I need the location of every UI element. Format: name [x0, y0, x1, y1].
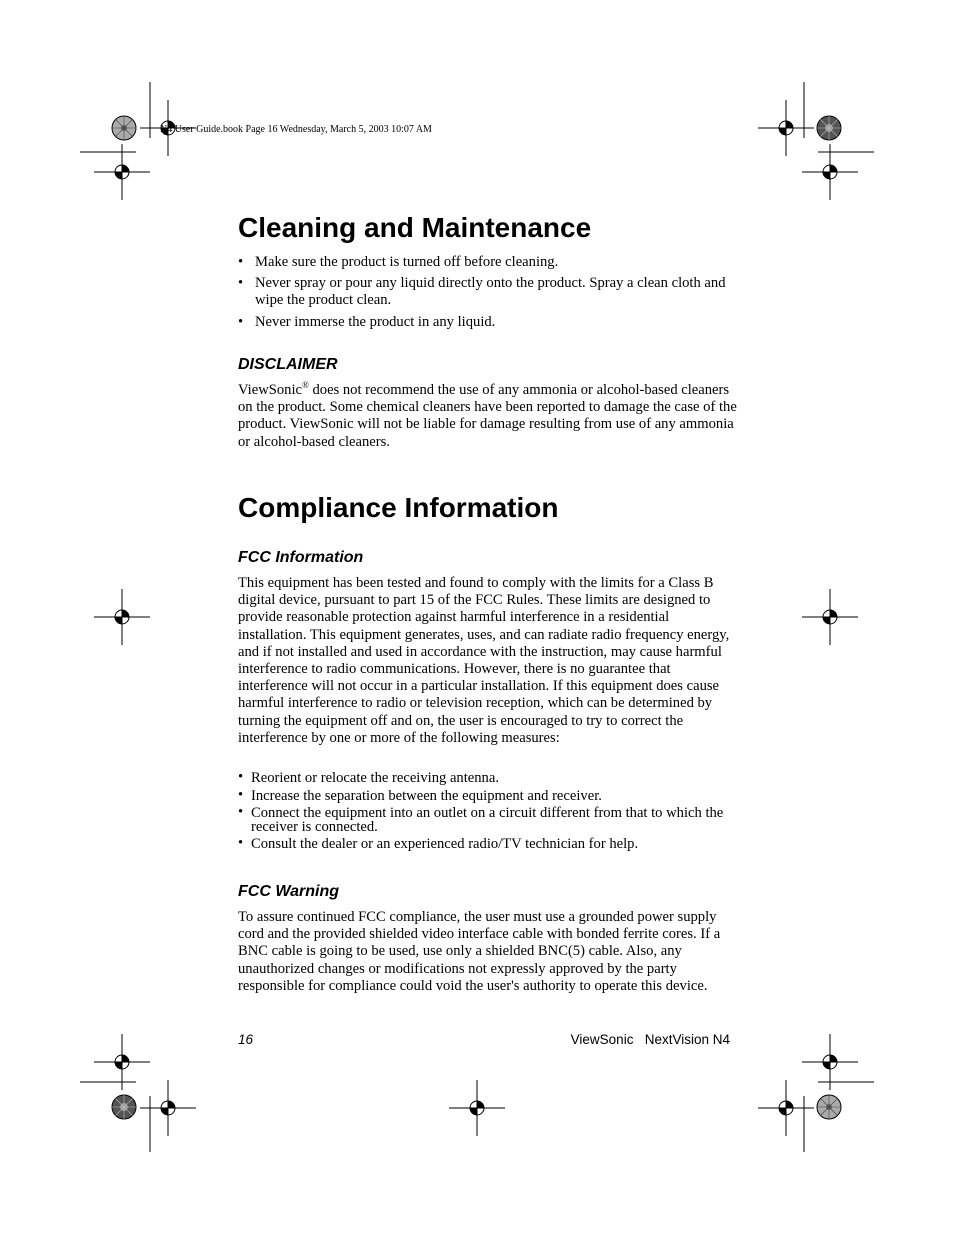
bullet: •: [238, 804, 244, 820]
list-item: • Make sure the product is turned off before cleaning.: [238, 254, 559, 270]
disclaimer-text: ViewSonic® does not recommend the use of any ammonia or alcohol-based cleaners on the product. Some chemical cleaners have been reported to damage the case of the product. ViewSonic will not be liable for damage resulting from use of any ammonia or alcohol-based cleaners.: [238, 380, 737, 450]
cleaning-list: [238, 254, 738, 335]
bullet: •: [238, 254, 244, 270]
fcc-measures-list: [238, 770, 738, 854]
page-number: 16: [238, 1032, 254, 1047]
fcc-information-title: FCC Information: [238, 549, 364, 566]
footer-product: ViewSonic NextVision N4: [570, 1032, 730, 1047]
list-item: • Increase the separation between the equipment and receiver.: [238, 787, 602, 804]
bullet: •: [238, 835, 244, 851]
fcc-warning-title: FCC Warning: [238, 883, 340, 900]
disclaimer-title: DISCLAIMER: [238, 356, 338, 373]
bullet: •: [238, 787, 244, 803]
list-item: • Never spray or pour any liquid directly onto the product. Spray a clean cloth and wipe the product clean.: [238, 275, 726, 309]
book-header: N4 User Guide.book Page 16 Wednesday, March 5, 2003 10:07 AM: [160, 124, 432, 135]
fcc-warning-text: To assure continued FCC compliance, the user must use a grounded power supply cord and the provided shielded video interface cable with bonded ferrite cores. If a BNC cable is going to be used, use only a shielded BNC(5) cable. Also, any unauthorized changes or modifications not expressly approved by the party responsible for compliance could void the user's authority to operate this device.: [238, 909, 721, 994]
fcc-information-text: This equipment has been tested and found to comply with the limits for a Class B digital device, pursuant to part 15 of the FCC Rules. These limits are designed to provide reasonable protection against harmful interference in a residential installation. This equipment generates, uses, and can radiate radio frequency energy, and if not installed and used in accordance with the instruction, may cause harmful interference to radio communications. However, there is no guarantee that interference will not occur in a particular installation. If this equipment does cause harmful interference to radio or television reception, which can be determined by turning the equipment off and on, the user is encouraged to try to correct the interference by one or more of the following measures:: [238, 575, 730, 746]
list-item: • Consult the dealer or an experienced radio/TV technician for help.: [238, 835, 639, 852]
brand-name: ViewSonic: [238, 382, 302, 398]
registered-mark: ®: [301, 380, 309, 391]
cleaning-title: Cleaning and Maintenance: [238, 212, 592, 243]
list-item: • Never immerse the product in any liquid.: [238, 313, 496, 330]
bullet: •: [238, 313, 244, 330]
list-item: • Reorient or relocate the receiving antenna.: [238, 769, 499, 786]
list-item: • Connect the equipment into an outlet on a circuit different from that to which the receiver is connected.: [238, 804, 724, 835]
compliance-title: Compliance Information: [238, 492, 559, 523]
bullet: •: [238, 275, 244, 292]
bullet: •: [238, 769, 244, 785]
